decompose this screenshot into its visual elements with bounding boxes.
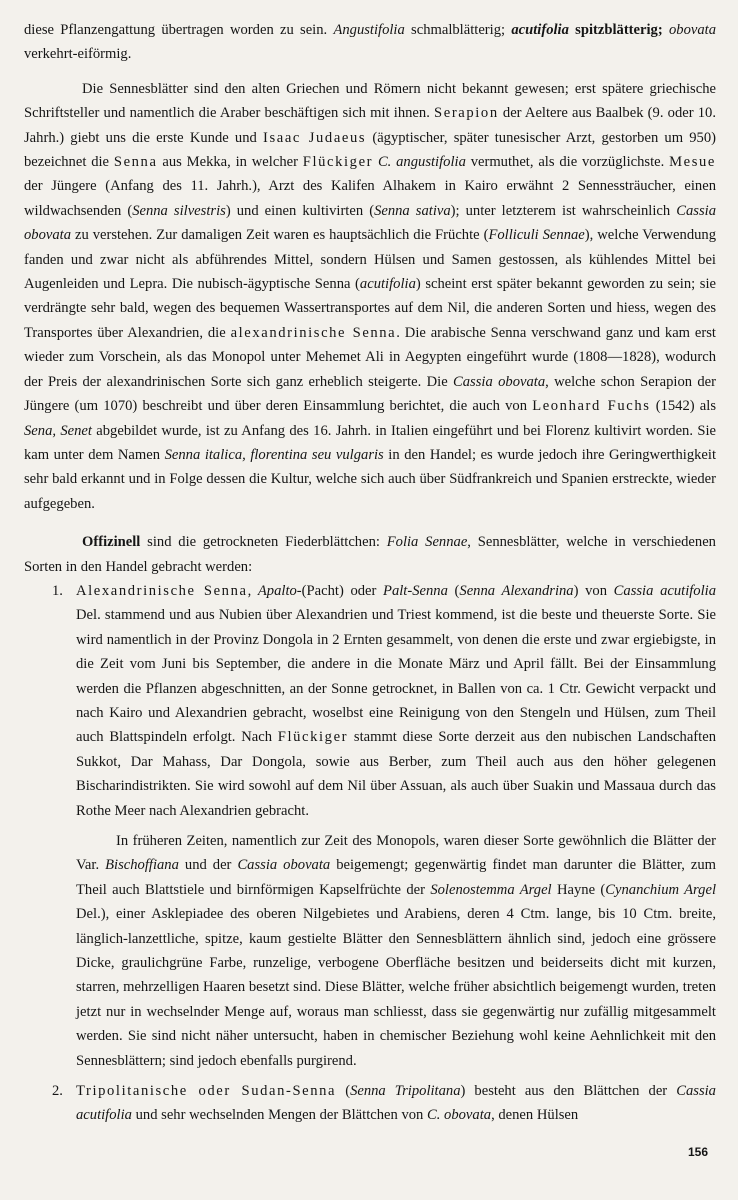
- text: -(Pacht) oder: [296, 582, 384, 599]
- italic-term: Palt-Senna: [383, 582, 448, 599]
- text: zu verstehen. Zur damaligen Zeit waren es hauptsächlich die Früchte (: [71, 227, 489, 244]
- text: ) scheint erst später bekannt geworden zu sein; sie verdrängte sehr bald, wegen des bequemen Wassertransportes auf dem Nil, die anderen Sorten und hiess, wegen des Transportes über Alexandrien, die: [24, 276, 716, 341]
- text: Del.), einer Asklepiadee des oberen Nilgebietes und Arabiens, deren 4 Ctm. lange, bis 10 Ctm. breite, länglich-lanzettliche, spitze, kaum gestielte Blätter den Sennesblättern ähnlich sind, jedoch eine grössere Dicke, graulichgrüne Farbe, runzelige, verbogene Oberfläche besitzen und beiderseits dicht mit kurzen, starren, mehrzelligen Haaren besetzt sind. Diese Blätter, welche früher absichtlich beigemengt wurden, treten jetzt nur in wechselnder Menge auf, woraus man schliesst, dass sie gegenwärtig nur zufällig mitgesammelt werden. Sie sind nicht näher untersucht, haben in chemischer Beziehung wohl keine Aehnlichkeit mit den Sennesblättern; sind jedoch ebenfalls purgirend.: [76, 906, 716, 1069]
- text: der Jüngere (Anfang des 11. Jahrh.), Arzt des Kalifen Alhakem in Kairo erwähnt 2 Sennessträucher, einen wildwachsenden (: [24, 178, 716, 219]
- text: ) von: [573, 582, 614, 599]
- list-item-continuation: [24, 829, 716, 1073]
- text: schmalblätterig;: [404, 22, 512, 38]
- list-item: [24, 1079, 716, 1128]
- paragraph-intro-continuation: [24, 18, 716, 67]
- text: abgebildet wurde, ist zu Anfang des 16. Jahrh. in Italien eingeführt und bei Florenz kultivirt worden. Sie kam unter dem Namen: [24, 422, 716, 463]
- italic-term: Angustifolia: [333, 22, 405, 38]
- italic-term: Bischoffiana: [105, 857, 179, 874]
- italic-term: Cassia obovata: [453, 373, 546, 390]
- italic-term: Solenostemma Argel: [430, 881, 552, 898]
- spaced-name: Senna: [113, 154, 158, 171]
- italic-term: Cynanchium Argel: [605, 881, 716, 898]
- spaced-name: Tripolitanische oder Sudan-Senna: [76, 1083, 337, 1100]
- italic-term: Cassia obovata: [237, 857, 331, 874]
- text: verkehrt-eiförmig.: [24, 46, 132, 63]
- spaced-name: Serapion: [434, 105, 499, 122]
- text: in den Handel; es wurde jedoch ihre Geringwerthigkeit sehr bald erkannt und in Folge dessen die Kultur, welche sich auch über Südfrankreich und Spanien erstreckte, wieder aufgegeben.: [24, 446, 717, 512]
- text: Hayne (: [551, 881, 606, 898]
- italic-term: C. obovata: [427, 1107, 492, 1124]
- text: und der: [178, 857, 238, 874]
- paragraph-history: [24, 77, 716, 516]
- spaced-name: Flückiger: [302, 154, 374, 171]
- text: , Sennesblätter, welche in verschiedenen Sorten in den Handel gebracht werden:: [24, 534, 716, 575]
- italic-term: Senna italica, florentina seu vulgaris: [164, 446, 384, 463]
- text: , welche schon Serapion der Jüngere (um 1070) beschreibt und über deren Einsammlung berichtet, die auch von: [24, 373, 717, 415]
- spaced-name: Leonhard Fuchs: [532, 398, 651, 415]
- italic-term: Senna silvestris: [132, 202, 226, 219]
- italic-term: Cassia obovata: [24, 202, 716, 244]
- text: beigemengt; gegenwärtig findet man darunter die Blätter, zum Theil auch Blattstiele und birnförmigen Kapselfrüchte der: [76, 857, 717, 898]
- spaced-name: Alexandrinische Senna: [76, 582, 248, 599]
- italic-term: Senna Tripolitana: [350, 1083, 461, 1100]
- text: diese Pflanzengattung übertragen worden zu sein.: [24, 22, 334, 38]
- bold-heading-word: Offizinell: [82, 534, 141, 551]
- paragraph-offizinell: [24, 530, 716, 579]
- italic-term: Sena, Senet: [24, 422, 92, 439]
- text: ) besteht aus den Blättchen der: [460, 1083, 677, 1100]
- page-number: 156: [687, 1145, 708, 1159]
- text: In früheren Zeiten, namentlich zur Zeit des Monopols, waren dieser Sorte gewöhnlich die Blätter der Var.: [76, 833, 716, 874]
- text: ); unter letzterem ist wahrscheinlich: [450, 202, 677, 219]
- italic-term: Cassia acutifolia: [76, 1083, 716, 1124]
- text: stammt diese Sorte derzeit aus den nubischen Landschaften Sukkot, Dar Mahass, Dar Dongola, sowie aus Berber, zum Theil auch aus den höher gelegenen Bischarindistrikten. Sie wird sowohl auf dem Nil über Assuan, als auch über Suakin und Massaua durch das Rothe Meer nach Alexandrien gebracht.: [76, 729, 717, 819]
- list-number: 2.: [52, 1083, 63, 1100]
- italic-term: Folia Sennae: [386, 534, 468, 551]
- italic-term: Folliculi Sennae: [488, 227, 585, 244]
- text: . Die arabische Senna verschwand ganz und kam erst wieder zum Vorschein, als das Monopol unter Mehemet Ali in Aegypten eingeführt wurde (1808—1828), wodurch der Preis der alexandrinischen Sorte sich ganz erheblich steigerte. Die: [24, 324, 716, 390]
- text: (1542) als: [650, 398, 716, 415]
- italic-term: acutifolia: [359, 276, 416, 293]
- italic-term: Apalto: [257, 582, 297, 599]
- italic-term: C. angustifolia: [373, 154, 466, 171]
- text: ,: [247, 582, 258, 599]
- text: ), welche Verwendung fanden und zwar nicht als abführendes Mittel, sondern Hülsen und Samen gestossen, als kühlendes Mittel bei Augenleiden und Lepra. Die nubisch-ägyptische Senna (: [24, 227, 717, 293]
- text: vermuthet, als die vorzüglichste.: [465, 154, 670, 171]
- text: sind die getrockneten Fiederblättchen:: [140, 534, 387, 551]
- italic-term: obovata: [668, 22, 716, 38]
- list-item: [24, 579, 716, 823]
- list-number: 1.: [52, 582, 63, 599]
- text: spitzblätterig;: [568, 22, 669, 38]
- text: und sehr wechselnden Mengen der Blättchen von: [131, 1107, 427, 1124]
- text: der Aeltere aus Baalbek (9. oder 10. Jahrh.) giebt uns die erste Kunde und: [24, 105, 717, 146]
- italic-term: Senna sativa: [374, 202, 451, 219]
- spaced-name: Isaac Judaeus: [263, 129, 367, 146]
- spaced-name: Flückiger: [277, 729, 349, 746]
- italic-term: Cassia acutifolia: [613, 582, 717, 599]
- text: (: [336, 1083, 351, 1100]
- text: Del. stammend und aus Nubien über Alexandrien und Triest kommend, ist die beste und theuerste Sorte. Sie wird namentlich in der Provinz Dongola in 2 Ernten gesammelt, von denen die erste und zwar ergiebigste, in die Zeit vom Juni bis September, die andere in die Monate März und April fällt. Bei der Einsammlung werden die Pflanzen abgeschnitten, an der Sonne getrocknet, in Ballen von ca. 1 Ctr. Gewicht verpackt und nach Kairo und Alexandrien gebracht, woselbst eine Reinigung von den Stengeln und Hülsen, zum Theil auch Blattspindeln erfolgt. Nach: [76, 607, 716, 746]
- text: (ägyptischer, später tunesischer Arzt, gestorben um 950) bezeichnet die: [24, 129, 716, 171]
- spaced-name: alexandrinische Senna: [230, 324, 397, 341]
- italic-term: acutifolia: [511, 22, 569, 38]
- text: (: [447, 582, 460, 599]
- text: , denen Hülsen: [491, 1107, 579, 1124]
- spaced-name: Mesue: [669, 154, 716, 171]
- text: ) und einen kultivirten (: [225, 202, 375, 219]
- text: Die Sennesblätter sind den alten Griechen und Römern nicht bekannt gewesen; erst spätere griechische Schriftsteller und namentlich die Araber beschäftigen sich mit ihnen.: [24, 80, 716, 122]
- italic-term: Senna Alexandrina: [459, 582, 574, 599]
- text: aus Mekka, in welcher: [157, 154, 303, 171]
